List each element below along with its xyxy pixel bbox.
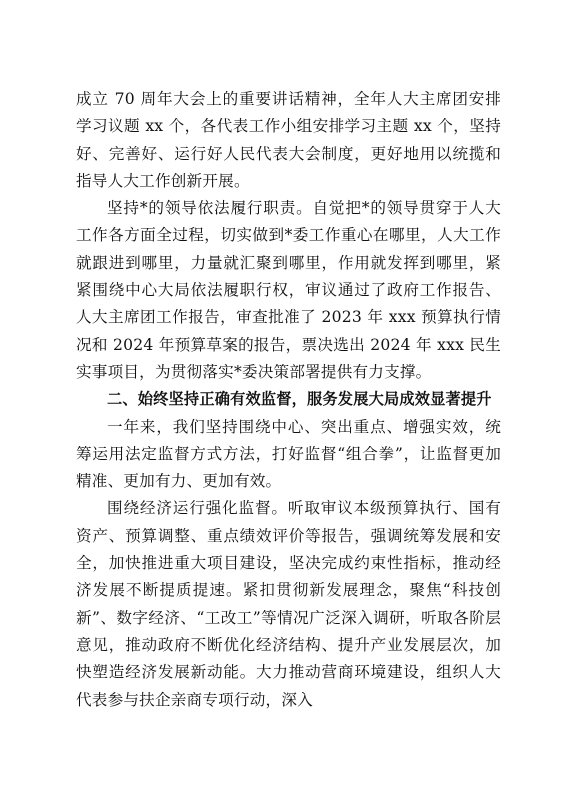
document-body [76, 86, 501, 714]
paragraph-supervision-overview: 一年来，我们坚持围绕中心、突出重点、增强实效，统筹运用法定监督方式方法，打好监督“组合拳”，让监督更加精准、更加有力、更加有效。 [76, 417, 501, 491]
paragraph-party-leadership: 坚持*的领导依法履行职责。自觉把*的领导贯穿于人大工作各方面全过程，切实做到*委工作重心在哪里，人大工作就跟进到哪里，力量就汇聚到哪里，作用就发挥到哪里，紧紧围绕中心大局依法履职行权，审议通过了政府工作报告、人大主席团工作报告，审查批准了 2023 年 xxx 预算执行情况和 2024 年预算草案的报告，票决选出 2024 年 xxx 民生实事项目，为贯彻落实*委决策部署提供有力支撑。 [76, 199, 501, 381]
paragraph-economic-supervision: 围绕经济运行强化监督。听取审议本级预算执行、国有资产、预算调整、重点绩效评价等报告，强调统筹发展和安全，加快推进重大项目建设，坚决完成约束性指标，推动经济发展不断提质提速。紧扣贯彻新发展理念，聚焦“科技创新”、数字经济、“工改工”等情况广泛深入调研，听取各阶层意见，推动政府不断优化经济结构、提升产业发展层次，加快塑造经济发展新动能。大力推动营商环境建设，组织人大代表参与扶企亲商专项行动，深入 [76, 499, 501, 709]
section-heading-supervision: 二、始终坚持正确有效监督，服务发展大局成效显著提升 [107, 390, 492, 409]
paragraph-continuation: 成立 70 周年大会上的重要讲话精神，全年人大主席团安排学习议题 xx 个，各代表工作小组安排学习主题 xx 个，坚持好、完善好、运行好人民代表大会制度，更好地用以统揽和指导人大工作创新开展。 [76, 90, 501, 190]
